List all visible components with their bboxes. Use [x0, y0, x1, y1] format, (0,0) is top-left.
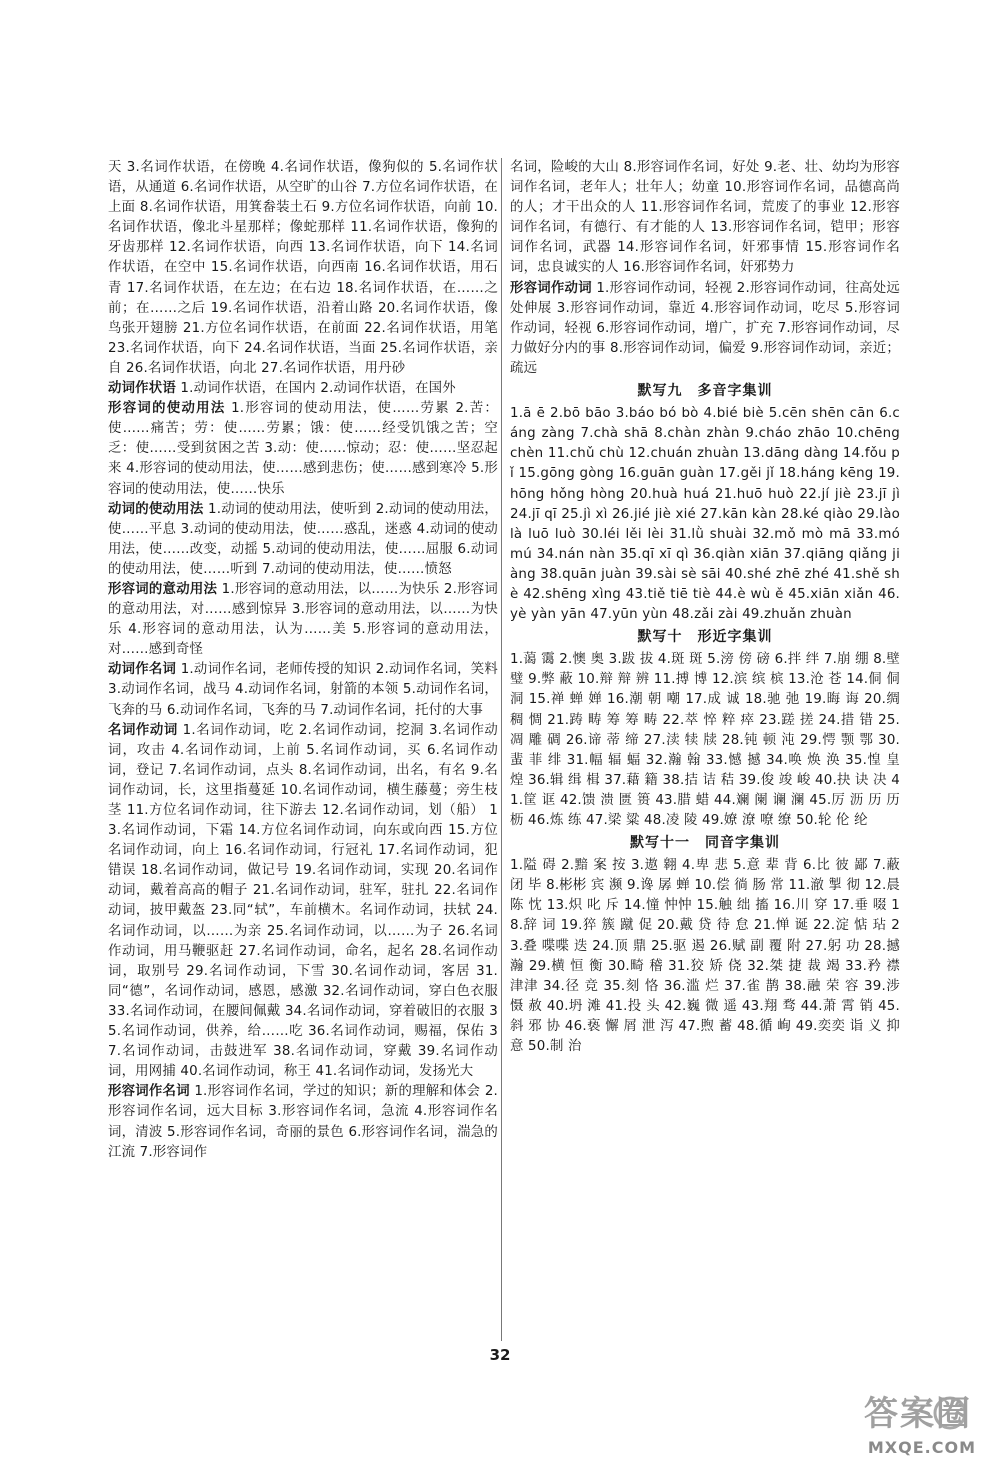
answer-text: 1.形容词的意动用法，以……为快乐 2.形容词的意动用法，对……感到惊异 3.形容词的意动用法，以……为快乐 4.形容词的意动用法，认为……美 5.形容词的意动用法，对……感到奇怪 — [108, 581, 498, 658]
section-11-answers: 1.隘 碍 2.黯 案 按 3.遨 翱 4.卑 悲 5.意 辈 背 6.比 彼 鄙 7.蔽 闭 毕 8.彬彬 宾 濒 9.谗 孱 蝉 10.偿 徜 肠 常 11.澈 掣 彻 12.晨 陈 忱 13.炽 叱 斥 14.憧 忡忡 15.触 绌 搐 16.川 穿 17.垂 啜 18.辞 词 19.猝 簇 蹴 促 20.戴 贷 待 怠 21.惮 诞 22.淀 惦 玷 23.叠 喋喋 迭 24.顶 鼎 25.驱 遏 26.赋 副 覆 附 27.躬 功 28.撼 瀚 29.横 恒 衡 30.畸 稽 31.狡 矫 侥 32.桀 捷 裁 竭 33.矜 襟 津津 34.径 竞 35.刻 恪 36.滥 烂 37.雀 鹊 38.融 荣 容 39.涉 慑 赦 40.坍 滩 41.投 头 42.巍 微 遥 43.翔 骛 44.萧 霄 销 45.斜 邪 协 46.亵 懈 屑 泄 泻 47.煦 蓄 48.循 峋 49.奕奕 诣 义 抑 意 50.制 治 — [510, 858, 900, 1055]
left-para-2 — [108, 399, 498, 499]
answer-text: 1.动词的使动用法，使听到 2.动词的使动用法，使……平息 3.动词的使动用法，使……惑乱，迷惑 4.动词的使动用法，使……改变，动摇 5.动词的使动用法，使……屈服 6.动词的使动用法，使……听到 7.动词的使动用法，使……愤怒 — [108, 501, 498, 577]
right-intro: 名词，险峻的大山 8.形容词作名词，好处 9.老、壮、幼均为形容词作名词，老年人；壮年人；幼童 10.形容词作名词，品德高尚的人；才干出众的人 11.形容词作名词，荒废了的事业 12.形容词作名词，有德行、有才能的人 13.形容词作名词，铠甲；形容词作名词，武器 14.形容词作名词，奸邪事情 15.形容词作名词，忠良诚实的人 16.形容词作名词，奸邪势力 — [510, 160, 900, 276]
answer-text: 天 3.名词作状语，在傍晚 4.名词作状语，像狗似的 5.名词作状语，从通道 6.名词作状语，从空旷的山谷 7.方位名词作状语，在上面 8.名词作状语，用箕畚装土石 9.方位名词作状语，向前 10.名词作状语，像北斗星那样；像蛇那样 11.名词作状语，像狗的牙齿那样 12.名词作状语，向西 13.名词作状语，向下 14.名词作状语，在空中 15.名词作状语，向西南 16.名词作状语，用石青 17.名词作状语，在左边；在右边 18.名词作状语，在……之前；在……之后 19.名词作状语，沿着山路 20.名词作状语，像鸟张开翅膀 21.方位名词作状语，在前面 22.名词作状语，用笔 23.名词作状语，向下 24.名词作状语，当面 25.名词作状语，亲自 26.名词作状语，向北 27.名词作状语，用丹砂 — [108, 160, 498, 376]
left-para-7 — [108, 1082, 498, 1162]
section-10-answers: 1.蔼 霭 2.懊 奥 3.跋 拔 4.斑 斑 5.滂 傍 磅 6.拌 绊 7.崩 绷 8.壁 璧 9.弊 蔽 10.辩 辩 辨 11.搏 博 12.滨 缤 槟 13.沧 苍 14.侗 侗 洞 15.禅 蝉 婵 16.潮 朝 嘲 17.成 诚 18.驰 弛 19.晦 诲 20.绸 稠 惆 21.踌 畴 筹 筹 畴 22.萃 悴 粹 瘁 23.蹉 搓 24.措 错 25.凋 雕 碉 26.谛 蒂 缔 27.渎 犊 牍 28.钝 顿 沌 29.愕 颚 鄂 30.蜚 菲 绯 31.幅 辐 蝠 32.瀚 翰 33.憾 撼 34.唤 焕 涣 35.惶 皇 煌 36.辑 缉 楫 37.藉 籍 38.拮 诘 秸 39.俊 竣 峻 40.抉 诀 决 41.筐 诓 42.馈 溃 匮 篑 43.腊 蜡 44.斓 阑 谰 澜 45.厉 沥 历 历 枥 46.炼 练 47.梁 粱 48.凌 陵 49.嫽 潦 嘹 缭 50.轮 伦 纶 — [510, 652, 900, 828]
left-para-6 — [108, 721, 498, 1083]
answer-text: 1.动词作状语，在国内 2.动词作状语，在国外 — [175, 381, 456, 397]
left-para-5 — [108, 660, 498, 720]
watermark-url: MXQE.COM — [867, 1438, 976, 1457]
section-9-answers: 1.ā ē 2.bō bāo 3.báo bó bò 4.bié biè 5.cēn shēn cān 6.cáng zàng 7.chà shā 8.chàn zhàn 9.cháo zhāo 10.chēng chèn 11.chǔ chù 12.chuán zhuàn 13.dāng dàng 14.fǒu pǐ 15.gōng gòng 16.guān guàn 17.gěi jǐ 18.háng kēng 19.hōng hǒng hòng 20.huà huá 21.huō huò 22.jí jiè 23.jī jì 24.jī qī 25.jì xì 26.jié jiè xié 27.kān kàn 28.ké qiào 29.lào là luō luò 30.léi lěi lèi 31.lǜ shuài 32.mǒ mò mā 33.mó mú 34.nán nàn 35.qī xī qì 36.qiàn xiān 37.qiāng qiǎng jiàng 38.quān juàn 39.sài sè sāi 40.shé zhē zhé 41.shě shè 42.shēng xìng 43.tiě tiē tiè 44.è wù ě 45.xiān xiǎn 46.yè yàn yān 47.yūn yùn 48.zǎi zài 49.zhuǎn zhuàn — [510, 406, 900, 623]
section-label: 动词作状语 — [108, 381, 176, 397]
right-adj-verb — [510, 279, 900, 379]
right-column — [510, 158, 900, 1057]
section-title-11: 默写十一 同音字集训 — [630, 835, 780, 852]
answer-text: 1.形容词的使动用法，使……劳累 2.苦：使……痛苦；劳：使……劳累；饿：使……经受饥饿之苦；空乏：使……受到贫困之苦 3.动：使……惊动；忍：使……坚忍起来 4.形容词的使动用法，使……感到悲伤；使……感到寒冷 5.形容词的使动用法，使……快乐 — [108, 401, 498, 497]
section-label: 形容词的使动用法 — [108, 401, 226, 417]
left-para-0 — [108, 158, 498, 379]
section-label: 名词作动词 — [108, 722, 178, 738]
column-divider — [501, 158, 502, 1341]
left-para-3 — [108, 500, 498, 580]
section-title-10: 默写十 形近字集训 — [637, 629, 773, 646]
left-para-4 — [108, 580, 498, 660]
section-label: 动词的使动用法 — [108, 501, 204, 517]
section-label: 动词作名词 — [108, 662, 177, 678]
section-label: 形容词作名词 — [108, 1084, 190, 1100]
section-title-9: 默写九 多音字集训 — [637, 383, 773, 400]
answer-text: 1.名词作动词，吃 2.名词作动词，挖洞 3.名词作动词，攻击 4.名词作动词，上前 5.名词作动词，买 6.名词作动词，登记 7.名词作动词，点头 8.名词作动词，出名，有名 9.名词作动词，长，这里指蔓延 10.名词作动词，横生藤蔓；旁生枝茎 11.方位名词作动词，往下游去 12.名词作动词，划（船） 13.名词作动词，下霜 14.方位名词作动词，向东或向西 15.方位名词作动词，向上 16.名词作动词，行冠礼 17.名词作动词，犯错误 18.名词作动词，做记号 19.名词作动词，实现 20.名词作动词，戴着高高的帽子 21.名词作动词，驻军，驻扎 22.名词作动词，披甲戴盔 23.同“轼”，车前横木。名词作动词，扶轼 24.名词作动词，以……为亲 25.名词作动词，以……为子 26.名词作动词，用马鞭驱赶 27.名词作动词，命名，起名 28.名词作动词，取别号 29.名词作动词，下雪 30.名词作动词，客居 31.同“德”，名词作动词，感恩，感激 32.名词作动词，穿白色衣服 33.名词作动词，在腰间佩戴 34.名词作动词，穿着破旧的衣服 35.名词作动词，供养，给……吃 36.名词作动词，赐福，保佑 37.名词作动词，击鼓进军 38.名词作动词，穿戴 39.名词作动词，用网捕 40.名词作动词，称王 41.名词作动词，发扬光大 — [108, 722, 499, 1080]
watermark-title: 答案圈 — [864, 1394, 972, 1434]
answer-text: 1.形容词作动词，轻视 2.形容词作动词，往高处远处伸展 3.形容词作动词，靠近 4.形容词作动词，吃尽 5.形容词作动词，轻视 6.形容词作动词，增广，扩充 7.形容词作动词，尽力做好分内的事 8.形容词作动词，偏爱 9.形容词作动词，亲近；疏远 — [510, 280, 900, 376]
section-label: 形容词作动词 — [510, 280, 592, 296]
left-para-1 — [108, 379, 498, 399]
left-column — [108, 158, 498, 1163]
section-label: 形容词的意动用法 — [108, 581, 218, 597]
page-number: 32 — [489, 1346, 511, 1364]
answer-text: 1.形容词作名词，学过的知识；新的理解和体会 2.形容词作名词，远大目标 3.形容词作名词，急流 4.形容词作名词，清波 5.形容词作名词，奇丽的景色 6.形容词作名词，湍急的江流 7.形容词作 — [108, 1084, 498, 1160]
answer-text: 1.动词作名词，老师传授的知识 2.动词作名词，笑料 3.动词作名词，战马 4.动词作名词，射箭的本领 5.动词作名词，飞奔的马 6.动词作名词，飞奔的马 7.动词作名词，托付的大事 — [108, 662, 499, 718]
